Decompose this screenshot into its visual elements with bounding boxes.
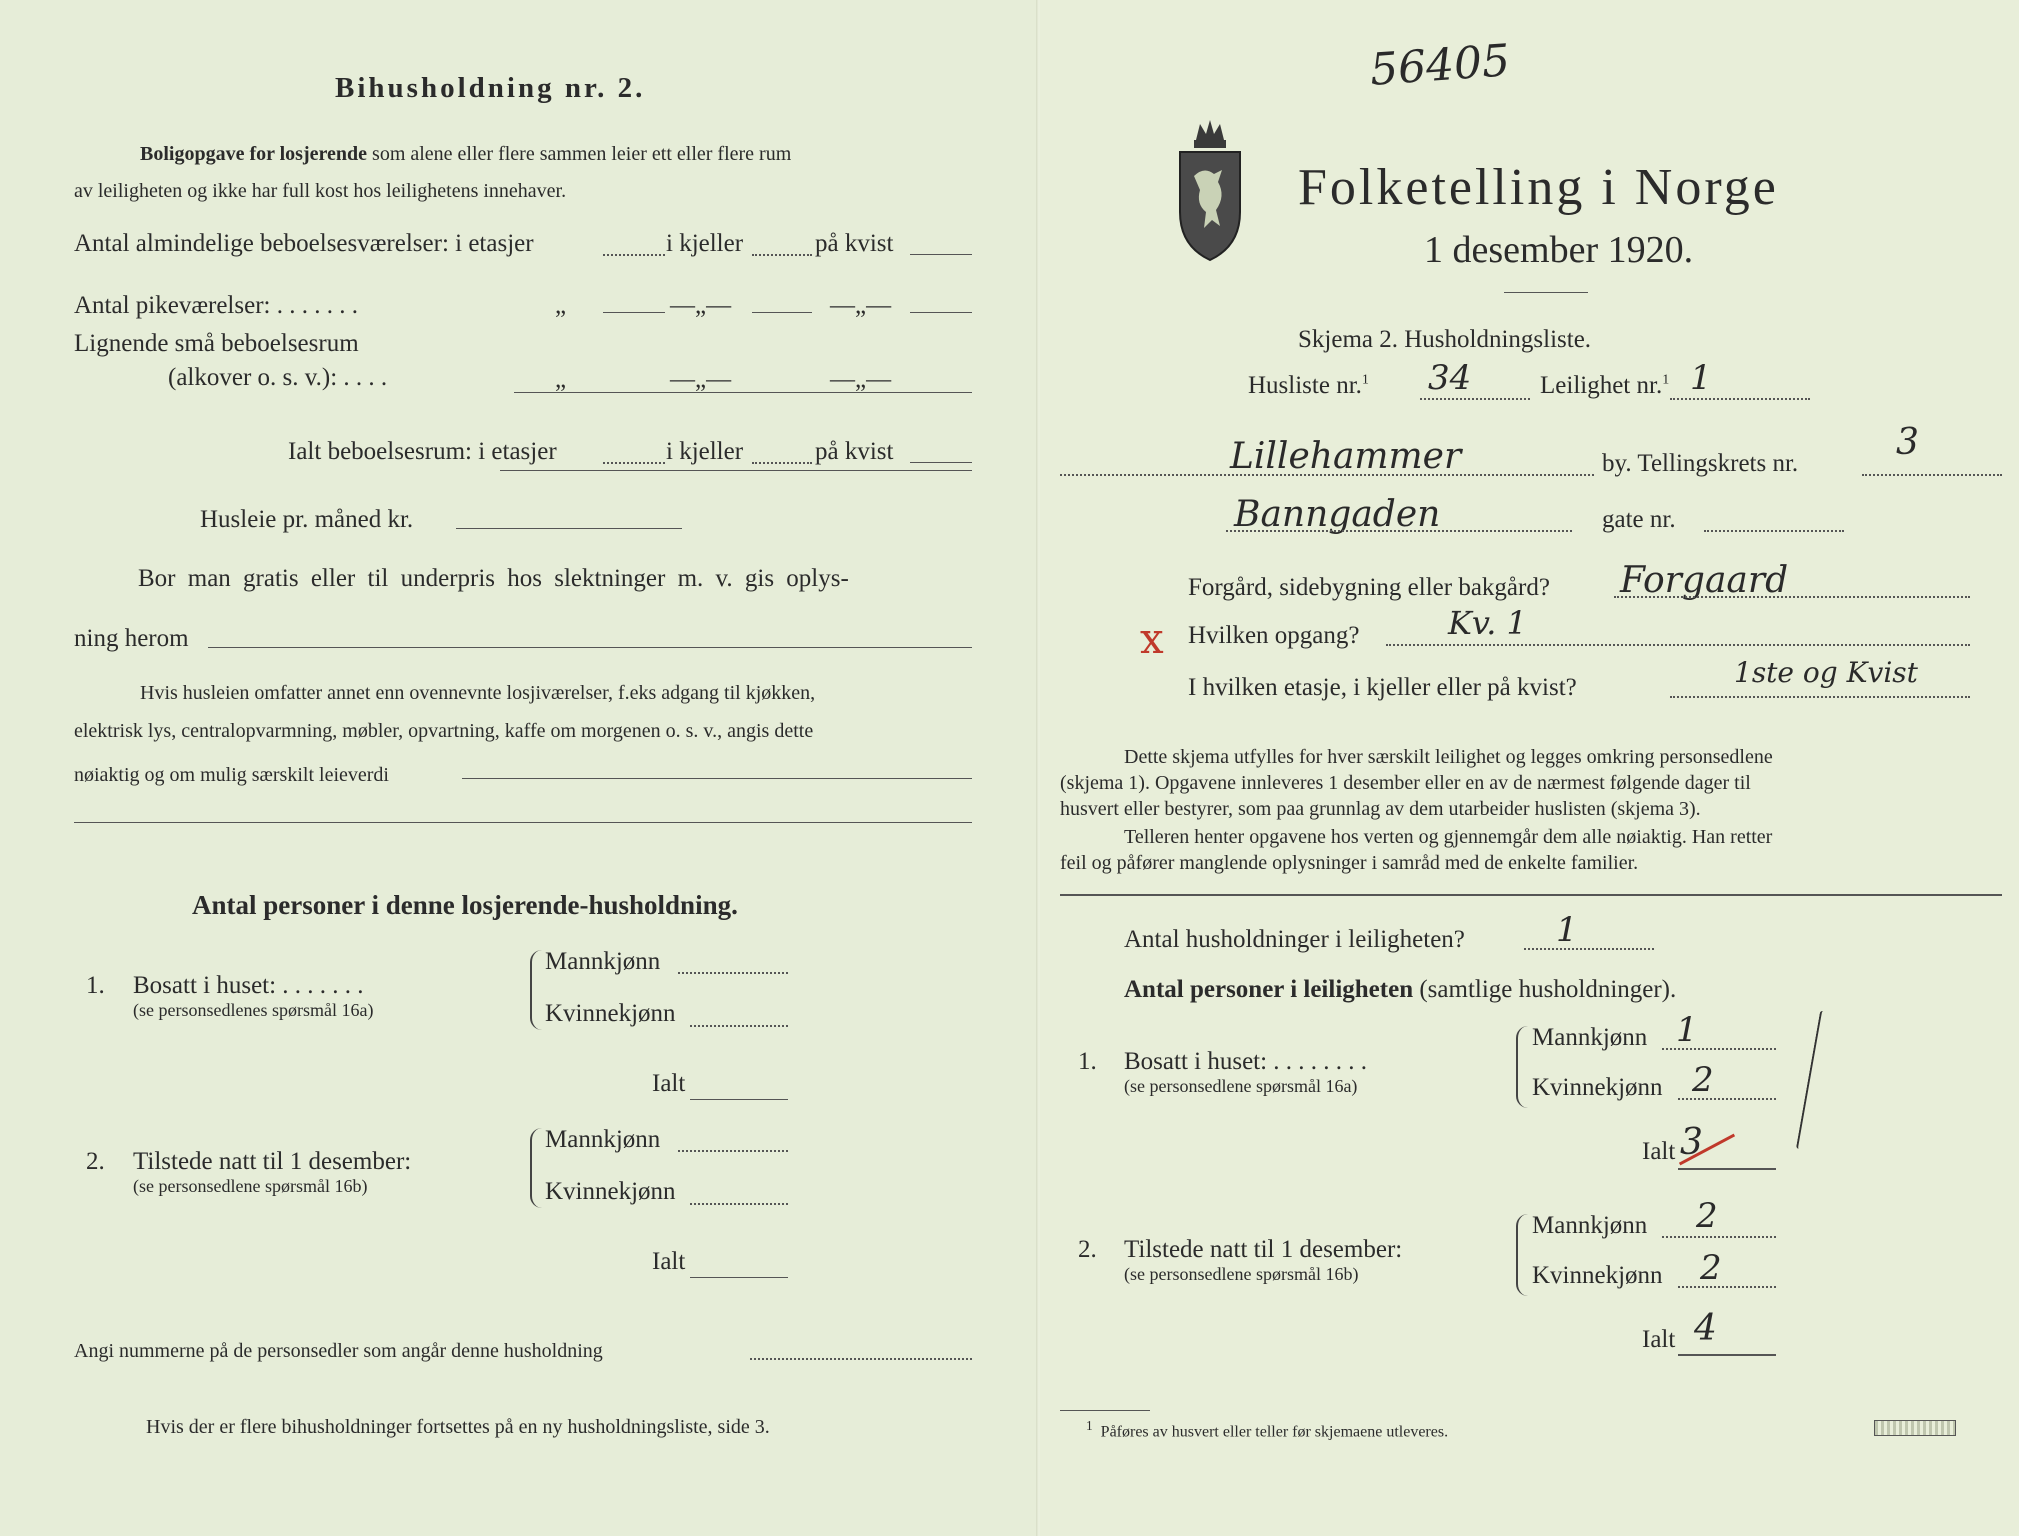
info-rule xyxy=(1060,894,2002,896)
right-q2-ialt-label: Ialt xyxy=(1642,1326,1676,1353)
left-q2-ialt-label: Ialt xyxy=(652,1248,686,1275)
gratis-line-1: Bor man gratis eller til underpris hos slektninger m. v. gis oplys- xyxy=(138,565,849,592)
households-label: Antal husholdninger i leiligheten? xyxy=(1124,926,1465,953)
rooms-etasjer-field[interactable] xyxy=(603,254,665,256)
left-q1-brace xyxy=(530,950,542,1030)
right-q1-mann-label: Mannkjønn xyxy=(1532,1024,1648,1051)
left-q1-label: Bosatt i huset: . . . . . . . xyxy=(133,972,364,999)
footnote-rule xyxy=(1060,1410,1150,1411)
opgang-field[interactable] xyxy=(1386,644,1970,646)
right-q1-kvinne-value: 2 xyxy=(1692,1060,1714,1100)
husliste-text: Husliste nr. xyxy=(1248,372,1362,399)
footnote-text: Påføres av husvert eller teller før skjemaene utleveres. xyxy=(1100,1423,1449,1441)
left-q1-kvinne-label: Kvinnekjønn xyxy=(545,1000,676,1027)
intro-line-2: av leiligheten og ikke har full kost hos leilighetens innehaver. xyxy=(74,180,567,202)
left-q2-label: Tilstede natt til 1 desember: xyxy=(133,1148,412,1175)
right-q1-label: Bosatt i huset: . . . . . . . . xyxy=(1124,1048,1368,1075)
rooms-kjeller-label: i kjeller xyxy=(666,230,744,257)
right-q1-kvinne-field[interactable] xyxy=(1678,1098,1776,1100)
incl-line-2: elektrisk lys, centralopvarmning, møbler, opvartning, kaffe om morgenen o. s. v., angis dette xyxy=(74,720,814,742)
ialt-etasjer-field[interactable] xyxy=(603,462,665,464)
right-q2-kvinne-field[interactable] xyxy=(1678,1286,1776,1288)
right-q2-mann-label: Mannkjønn xyxy=(1532,1212,1648,1239)
check-mark-stroke xyxy=(1796,1011,1826,1150)
right-q2-ialt-value: 4 xyxy=(1694,1308,1717,1349)
right-q1-ialt-field[interactable] xyxy=(1678,1168,1776,1170)
leilighet-field[interactable] xyxy=(1670,398,1810,400)
ialt-rooms-label: Ialt beboelsesrum: i etasjer xyxy=(288,438,557,465)
right-q1-ialt-label: Ialt xyxy=(1642,1138,1676,1165)
right-q2-mann-value: 2 xyxy=(1696,1196,1718,1236)
pike-kjeller-field[interactable] xyxy=(752,312,812,313)
households-value: 1 xyxy=(1556,910,1578,950)
incl-field[interactable] xyxy=(462,778,972,779)
left-persons-heading: Antal personer i denne losjerende-husholdning. xyxy=(192,890,738,920)
ialt-kvist-label: på kvist xyxy=(815,438,894,465)
etasje-value: 1ste og Kvist xyxy=(1734,656,1918,689)
intro-rest: som alene eller flere sammen leier ett eller flere rum xyxy=(372,143,792,165)
right-q2-kvinne-value: 2 xyxy=(1700,1248,1722,1288)
angi-label: Angi nummerne på de personsedler som angår denne husholdning xyxy=(74,1340,603,1362)
ialt-kjeller-field[interactable] xyxy=(752,462,812,464)
husliste-sup: 1 xyxy=(1361,372,1369,388)
left-q2-sub: (se personsedlene spørsmål 16b) xyxy=(133,1176,368,1196)
forgard-value: Forgaard xyxy=(1620,560,1789,601)
etasje-label: I hvilken etasje, i kjeller eller på kvist? xyxy=(1188,674,1577,701)
small-ditto-3: —„— xyxy=(830,366,892,393)
pike-etasjer-field[interactable] xyxy=(603,312,665,313)
incl-line-3: nøiaktig og om mulig særskilt leieverdi xyxy=(74,764,389,786)
intro-bold: Boligopgave for losjerende xyxy=(140,143,368,165)
right-q2-brace xyxy=(1516,1214,1528,1296)
left-q1-kvinne-field[interactable] xyxy=(690,1025,788,1027)
ialt-kjeller-label: i kjeller xyxy=(666,438,744,465)
small-rooms-rule xyxy=(514,392,972,393)
right-q1-kvinne-label: Kvinnekjønn xyxy=(1532,1074,1663,1101)
leilighet-text: Leilighet nr. xyxy=(1540,372,1663,399)
pike-ditto-2: —„— xyxy=(670,292,732,319)
small-rooms-label-2: (alkover o. s. v.): . . . . xyxy=(168,364,388,391)
right-q2-num: 2. xyxy=(1078,1236,1097,1263)
info-line-3: husvert eller bestyrer, som paa grunnlag av dem utarbeider huslisten (skjema 3). xyxy=(1060,798,1701,820)
gratis-line-2: ning herom xyxy=(74,625,189,652)
right-q1-num: 1. xyxy=(1078,1048,1097,1075)
husliste-label xyxy=(1248,372,1369,400)
right-q1-ialt-value: 3 xyxy=(1680,1122,1703,1163)
gratis-field[interactable] xyxy=(208,647,972,648)
pike-ditto-3: —„— xyxy=(830,292,892,319)
forgard-label: Forgård, sidebygning eller bakgård? xyxy=(1188,574,1550,601)
right-title: Folketelling i Norge xyxy=(1298,159,1779,216)
footnote-sup: 1 xyxy=(1086,1418,1093,1433)
street-value: Banngaden xyxy=(1234,494,1441,535)
husliste-value: 34 xyxy=(1428,358,1472,398)
pike-ditto-1: „ xyxy=(555,292,567,319)
right-q2-mann-field[interactable] xyxy=(1662,1236,1776,1238)
right-q2-sub: (se personsedlene spørsmål 16b) xyxy=(1124,1264,1359,1284)
incl-field-2[interactable] xyxy=(74,822,972,823)
by-label: by. Tellingskrets nr. xyxy=(1602,450,1799,477)
pike-kvist-field[interactable] xyxy=(910,312,972,313)
persons-heading-rest: (samtlige husholdninger). xyxy=(1419,976,1677,1003)
left-q2-mann-field[interactable] xyxy=(678,1150,788,1152)
small-ditto-2: —„— xyxy=(670,366,732,393)
rooms-label: Antal almindelige beboelsesværelser: i etasjer xyxy=(74,230,534,257)
husliste-field[interactable] xyxy=(1420,398,1530,400)
households-field[interactable] xyxy=(1524,948,1654,950)
printer-stamp xyxy=(1874,1420,1956,1436)
leilighet-label xyxy=(1540,372,1669,400)
footnote xyxy=(1086,1418,1448,1441)
right-q1-sub: (se personsedlene spørsmål 16a) xyxy=(1124,1076,1358,1096)
leilighet-value: 1 xyxy=(1690,358,1712,398)
right-q2-ialt-field[interactable] xyxy=(1678,1354,1776,1356)
left-q2-num: 2. xyxy=(86,1148,105,1175)
left-q1-ialt-field[interactable] xyxy=(690,1099,788,1100)
right-q1-mann-field[interactable] xyxy=(1662,1048,1776,1050)
date-rule xyxy=(1504,292,1588,293)
left-q2-brace xyxy=(530,1128,542,1208)
pike-label: Antal pikeværelser: . . . . . . . xyxy=(74,292,358,319)
archive-number: 56405 xyxy=(1368,35,1512,96)
left-q1-mann-label: Mannkjønn xyxy=(545,948,661,975)
incl-line-1: Hvis husleien omfatter annet enn ovennevnte losjiværelser, f.eks adgang til kjøkken, xyxy=(140,682,816,704)
left-q2-ialt-field[interactable] xyxy=(690,1277,788,1278)
right-q2-label: Tilstede natt til 1 desember: xyxy=(1124,1236,1403,1263)
info-line-1: Dette skjema utfylles for hver særskilt leilighet og legges omkring personsedlene xyxy=(1124,746,1773,768)
left-q2-mann-label: Mannkjønn xyxy=(545,1126,661,1153)
ialt-rooms-rule xyxy=(500,470,972,471)
rent-field[interactable] xyxy=(456,528,682,529)
left-footer: Hvis der er flere bihusholdninger fortsettes på en ny husholdningsliste, side 3. xyxy=(146,1416,770,1438)
small-rooms-label-1: Lignende små beboelsesrum xyxy=(74,330,359,357)
ialt-kvist-field[interactable] xyxy=(910,462,972,463)
census-date: 1 desember 1920. xyxy=(1424,229,1694,271)
forgard-field[interactable] xyxy=(1614,596,1970,598)
left-q2-kvinne-label: Kvinnekjønn xyxy=(545,1178,676,1205)
red-x-mark: x xyxy=(1140,614,1164,663)
krets-field[interactable] xyxy=(1862,474,2002,476)
left-q2-kvinne-field[interactable] xyxy=(690,1203,788,1205)
gate-field[interactable] xyxy=(1704,530,1844,532)
left-q1-sub: (se personsedlenes spørsmål 16a) xyxy=(133,1000,374,1020)
left-q1-mann-field[interactable] xyxy=(678,972,788,974)
rooms-kvist-label: på kvist xyxy=(815,230,894,257)
city-field[interactable] xyxy=(1060,474,1594,476)
right-q2-kvinne-label: Kvinnekjønn xyxy=(1532,1262,1663,1289)
rooms-kvist-field[interactable] xyxy=(910,254,972,255)
info-line-5: feil og påfører manglende oplysninger i samråd med de enkelte familier. xyxy=(1060,852,1639,874)
gate-label: gate nr. xyxy=(1602,506,1676,533)
persons-heading-bold: Antal personer i leiligheten xyxy=(1124,976,1414,1003)
coat-of-arms-icon xyxy=(1174,116,1246,262)
info-line-4: Telleren henter opgavene hos verten og gjennemgår dem alle nøiaktig. Han retter xyxy=(1124,826,1773,848)
right-q1-mann-value: 1 xyxy=(1676,1010,1698,1050)
rent-label: Husleie pr. måned kr. xyxy=(200,506,414,533)
leilighet-sup: 1 xyxy=(1662,372,1670,388)
street-field[interactable] xyxy=(1226,530,1572,532)
krets-value: 3 xyxy=(1896,422,1919,463)
opgang-value: Kv. 1 xyxy=(1448,604,1527,642)
small-ditto-1: „ xyxy=(555,366,567,393)
left-q1-ialt-label: Ialt xyxy=(652,1070,686,1097)
rooms-kjeller-field[interactable] xyxy=(752,254,812,256)
info-line-2: (skjema 1). Opgavene innleveres 1 desember eller en av de nærmest følgende dager til xyxy=(1060,772,1751,794)
left-q1-num: 1. xyxy=(86,972,105,999)
city-value: Lillehammer xyxy=(1230,436,1462,477)
left-title: Bihusholdning nr. 2. xyxy=(335,72,646,104)
etasje-field[interactable] xyxy=(1670,696,1970,698)
right-q1-brace xyxy=(1516,1026,1528,1108)
intro-line-1 xyxy=(140,143,791,166)
right-persons-heading xyxy=(1124,976,1676,1004)
angi-field[interactable] xyxy=(750,1358,972,1360)
opgang-label: Hvilken opgang? xyxy=(1188,622,1360,649)
schema-label: Skjema 2. Husholdningsliste. xyxy=(1298,326,1592,353)
right-page xyxy=(1040,0,2019,1536)
